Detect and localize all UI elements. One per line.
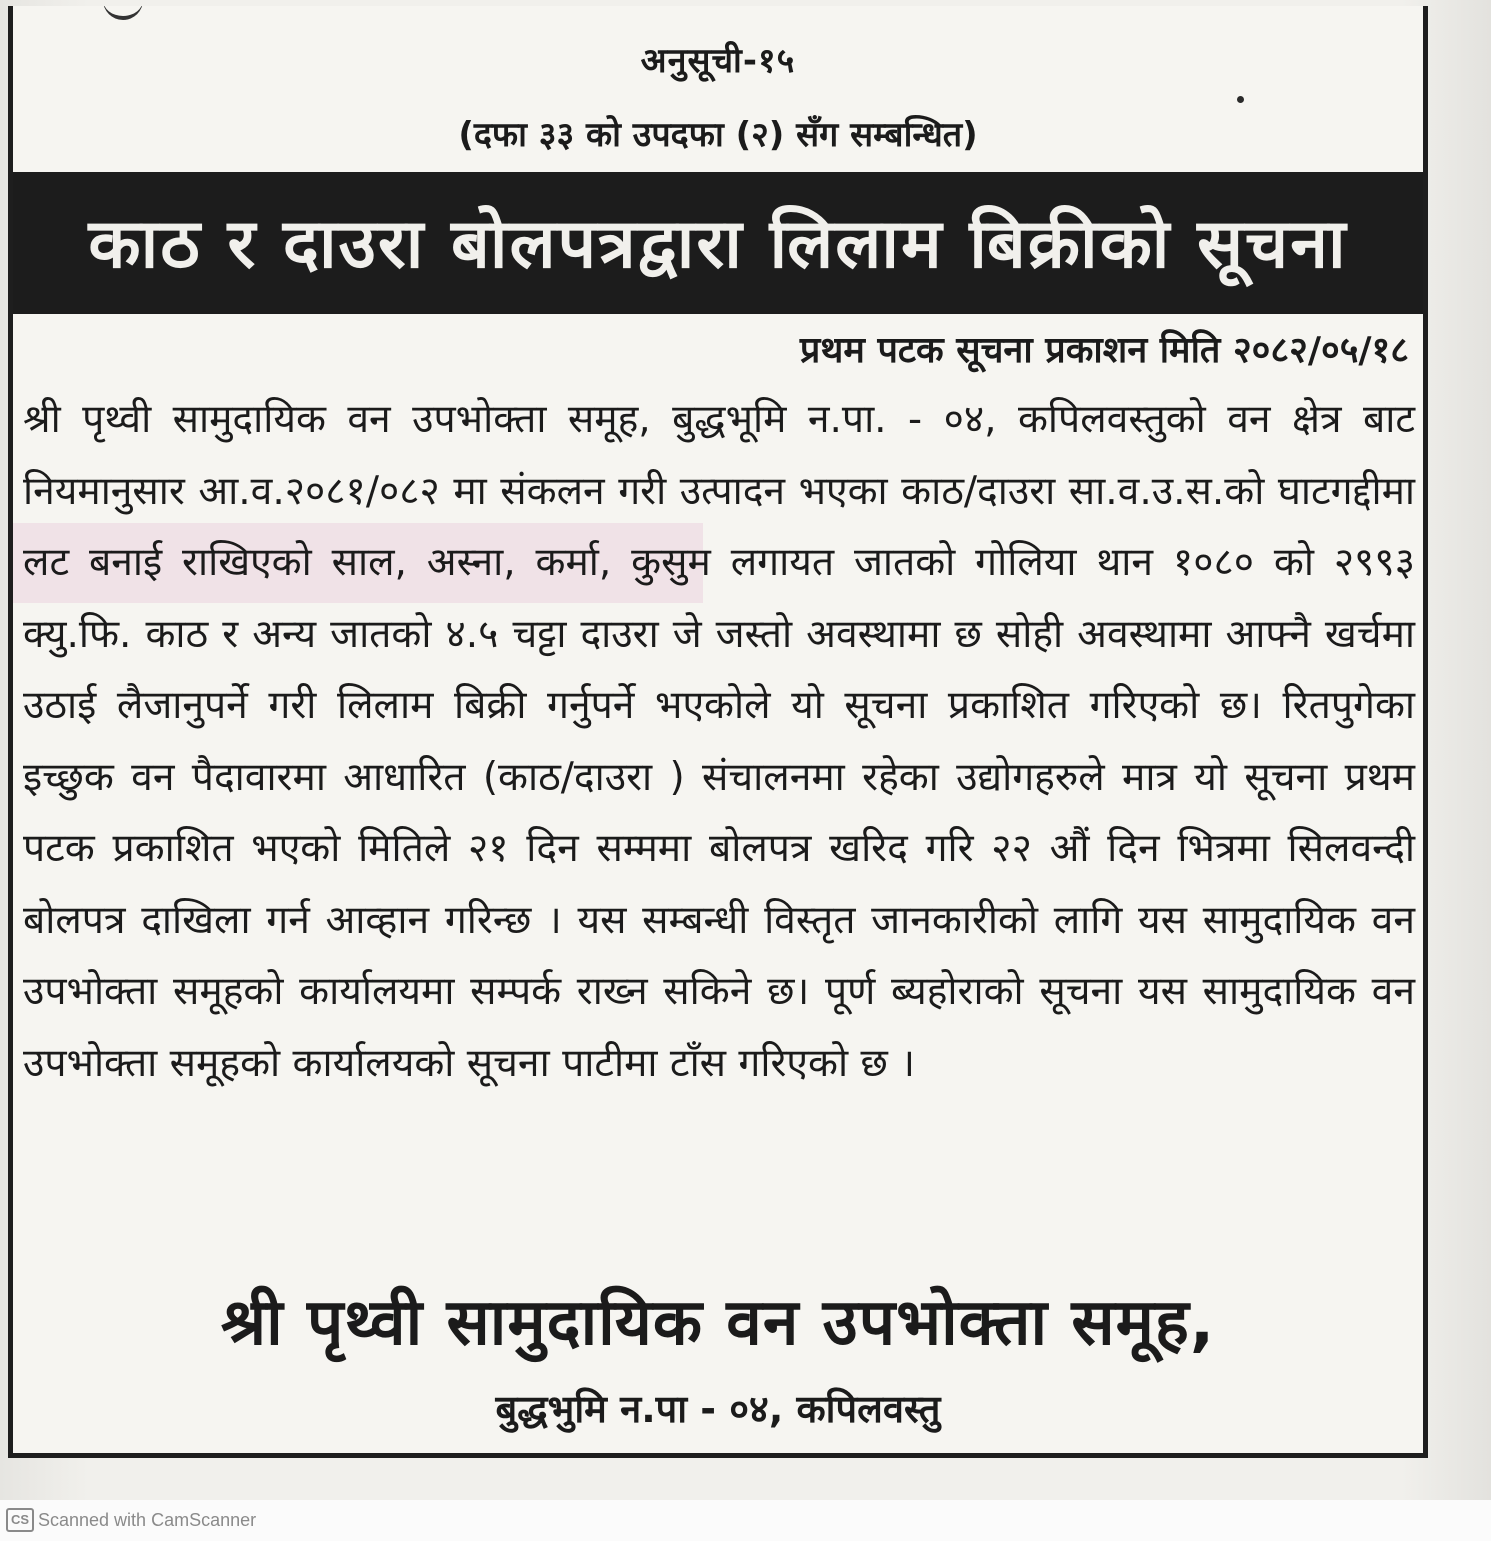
scanner-watermark: Scanned with CamScanner bbox=[38, 1510, 257, 1530]
notice-body bbox=[23, 384, 1415, 1099]
notice-title: काठ र दाउरा बोलपत्रद्वारा लिलाम बिक्रीको सूचना bbox=[88, 205, 1348, 284]
ink-speck bbox=[1237, 96, 1244, 103]
organization-name: श्री पृथ्वी सामुदायिक वन उपभोक्ता समूह, bbox=[220, 1286, 1216, 1360]
notice-body-paragraph: श्री पृथ्वी सामुदायिक वन उपभोक्ता समूह, बुद्धभूमि न.पा. - ०४, कपिलवस्तुको वन क्षेत्र बाट नियमानुसार आ.व.२०८१/०८२ मा संकलन गरी उत्पादन भएका काठ/दाउरा सा.व.उ.स.को घाटगद्दीमा लट बनाई राखिएको साल, अस्ना, कर्मा, कुसुम लगायत जातको गोलिया थान १०८० को २९९३ क्यु.फि. काठ र अन्य जातको ४.५ चट्टा दाउरा जे जस्तो अवस्थामा छ सोही अवस्थामा आफ्नै खर्चमा उठाई लैजानुपर्ने गरी लिलाम बिक्री गर्नुपर्ने भएकोले यो सूचना प्रकाशित गरिएको छ। रितपुगेका इच्छुक वन पैदावारमा आधारित (काठ/दाउरा ) संचालनमा रहेका उद्योगहरुले मात्र यो सूचना प्रथम पटक प्रकाशित भएको मितिले २१ दिन सम्ममा बोलपत्र खरिद गरि २२ औं दिन भित्रमा सिलवन्दी बोलपत्र दाखिला गर्न आव्हान गरिन्छ । यस सम्बन्धी विस्तृत जानकारीको लागि यस सामुदायिक वन उपभोक्ता समूहको कार्यालयमा सम्पर्क राख्न सकिने छ। पूर्ण ब्यहोराको सूचना यस सामुदायिक वन उपभोक्ता समूहको कार्यालयको सूचना पाटीमा टाँस गरिएको छ । bbox=[23, 397, 1416, 1086]
camscanner-logo-icon: CS bbox=[6, 1508, 34, 1532]
section-reference: (दफा ३३ को उपदफा (२) सँग सम्बन्धित) bbox=[458, 115, 978, 155]
ink-mark bbox=[103, 6, 143, 20]
title-banner bbox=[13, 172, 1423, 314]
notice-box bbox=[8, 6, 1428, 1458]
schedule-heading: अनुसूची-१५ bbox=[640, 41, 796, 81]
organization-address: बुद्धभुमि न.पा - ०४, कपिलवस्तु bbox=[495, 1387, 941, 1431]
publication-date: प्रथम पटक सूचना प्रकाशन मिति २०८२/०५/१८ bbox=[799, 330, 1409, 371]
